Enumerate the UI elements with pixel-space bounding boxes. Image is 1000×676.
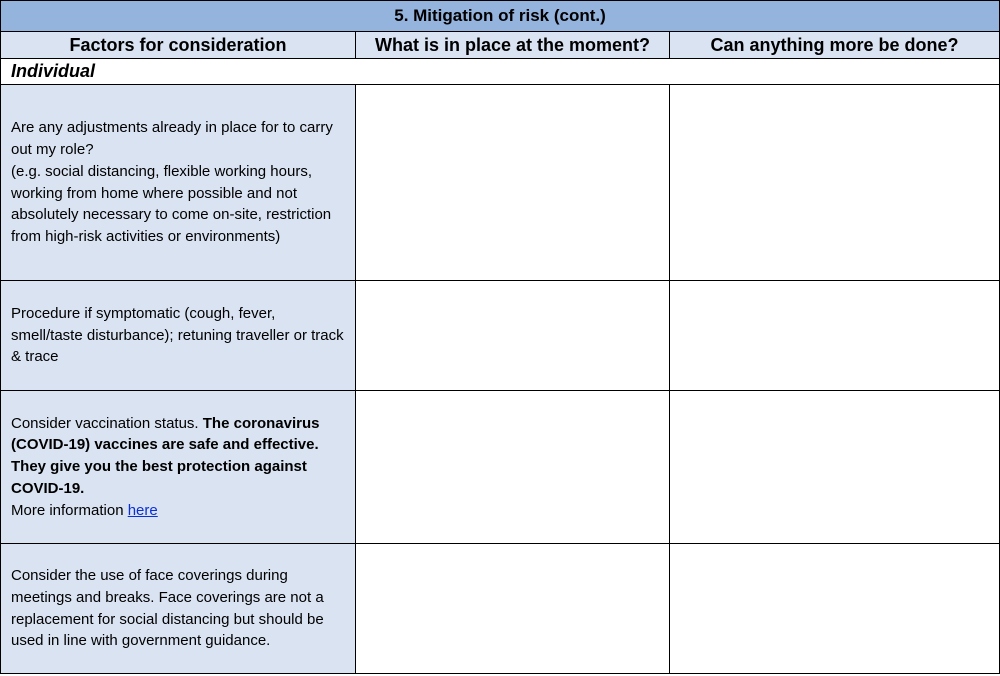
- vaccination-statement: The coronavirus (COVID-19) vaccines are safe and effective. They give you the best protection against COVID-19.: [11, 414, 320, 497]
- factor-text: Procedure if symptomatic (cough, fever, smell/taste disturbance); retuning traveller or track & trace: [11, 304, 344, 366]
- vaccination-intro: Consider vaccination status.: [11, 414, 203, 432]
- title-row: [1, 1, 1000, 32]
- more-done-field[interactable]: [670, 391, 1000, 544]
- more-done-field[interactable]: [670, 544, 1000, 674]
- table-row: [1, 85, 1000, 281]
- factor-text: (e.g. social distancing, flexible working hours, working from home where possible and not absolutely necessary to come on-site, restriction from high-risk activities or environments): [11, 162, 332, 246]
- section-row: [1, 59, 1000, 85]
- table-row: [1, 281, 1000, 391]
- factor-symptomatic-procedure: [1, 281, 356, 391]
- table-title: 5. Mitigation of risk (cont.): [1, 1, 1000, 32]
- factor-text: Consider the use of face coverings during meetings and breaks. Face coverings are not a replacement for social distancing but should be used in line with government guidance.: [11, 566, 324, 650]
- in-place-field[interactable]: [356, 85, 670, 281]
- factor-text: Are any adjustments already in place for to carry out my role?: [11, 119, 333, 158]
- more-done-field[interactable]: [670, 85, 1000, 281]
- table-row: [1, 544, 1000, 674]
- column-header-in-place: What is in place at the moment?: [356, 32, 670, 59]
- in-place-field[interactable]: [356, 544, 670, 674]
- factor-vaccination: [1, 391, 356, 544]
- in-place-field[interactable]: [356, 391, 670, 544]
- in-place-field[interactable]: [356, 281, 670, 391]
- header-row: [1, 32, 1000, 59]
- factor-text: [11, 413, 345, 500]
- more-information-label: More information: [11, 501, 128, 519]
- section-label-individual: Individual: [1, 59, 1000, 85]
- more-done-field[interactable]: [670, 281, 1000, 391]
- more-information-link[interactable]: here: [127, 501, 158, 519]
- column-header-factors: Factors for consideration: [1, 32, 356, 59]
- factor-adjustments: [1, 85, 356, 281]
- factor-text: [11, 500, 345, 522]
- table-row: [1, 391, 1000, 544]
- column-header-more-done: Can anything more be done?: [670, 32, 1000, 59]
- factor-face-coverings: [1, 544, 356, 674]
